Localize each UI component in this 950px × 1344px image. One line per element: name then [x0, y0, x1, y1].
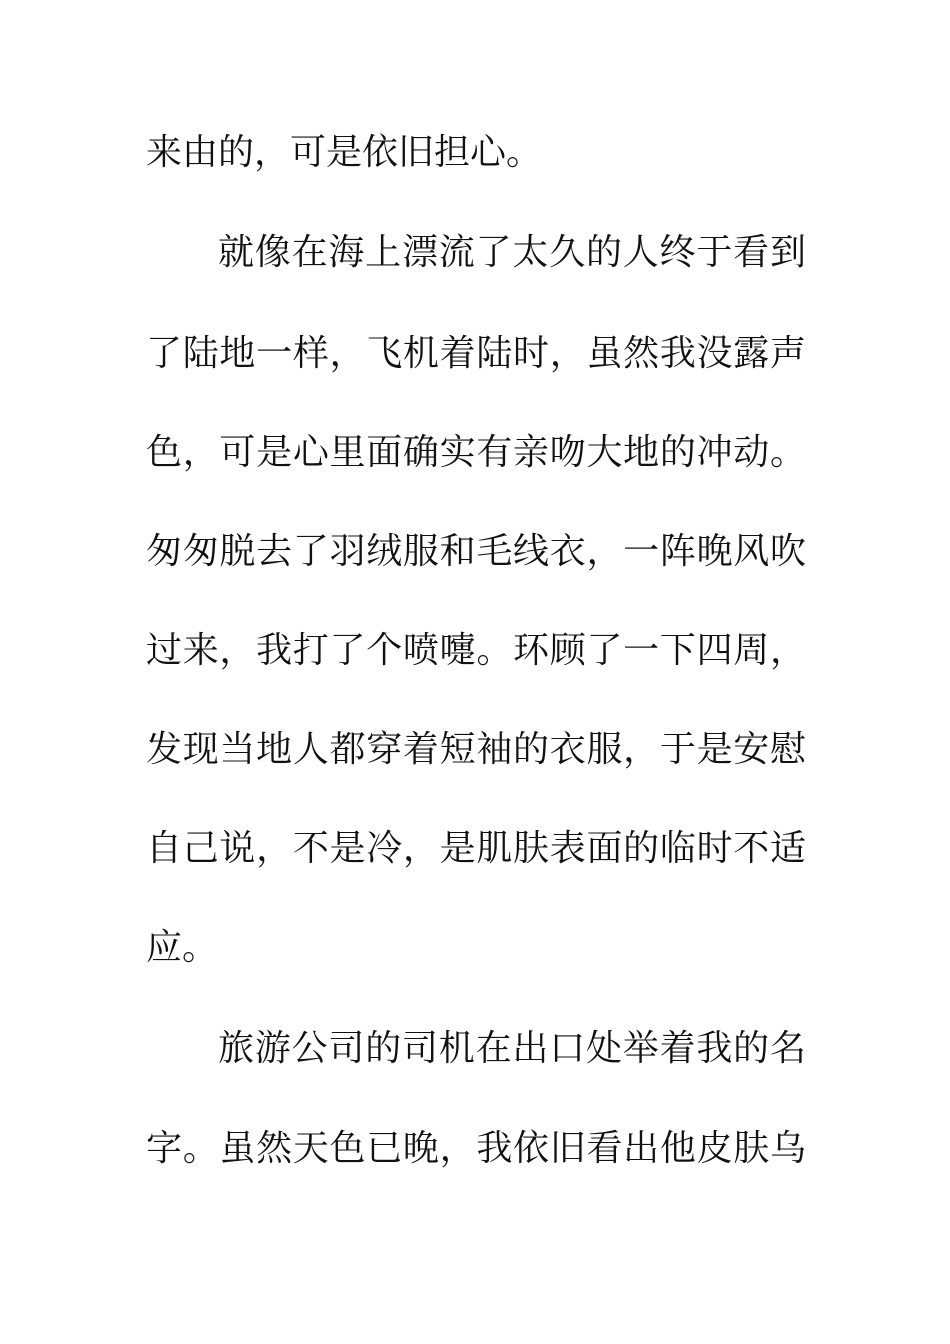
paragraph-first-line: 旅游公司的司机在出口处举着我的名: [218, 1028, 806, 1069]
text-line: 色，可是心里面确实有亲吻大地的冲动。: [146, 432, 806, 473]
text-line: 自己说，不是冷，是肌肤表面的临时不适: [146, 828, 806, 869]
paragraph-first-line: 就像在海上漂流了太久的人终于看到: [218, 232, 806, 273]
text-line: 匆匆脱去了羽绒服和毛线衣，一阵晚风吹: [146, 531, 806, 572]
text-line: 发现当地人都穿着短袖的衣服，于是安慰: [146, 729, 806, 770]
text-line: 了陆地一样，飞机着陆时，虽然我没露声: [146, 333, 806, 374]
text-line: 过来，我打了个喷嚏。环顾了一下四周，: [146, 630, 806, 671]
text-line: 字。虽然天色已晚，我依旧看出他皮肤乌: [146, 1128, 806, 1169]
text-line: 来由的，可是依旧担心。: [146, 132, 543, 173]
text-line: 应。: [146, 927, 219, 968]
